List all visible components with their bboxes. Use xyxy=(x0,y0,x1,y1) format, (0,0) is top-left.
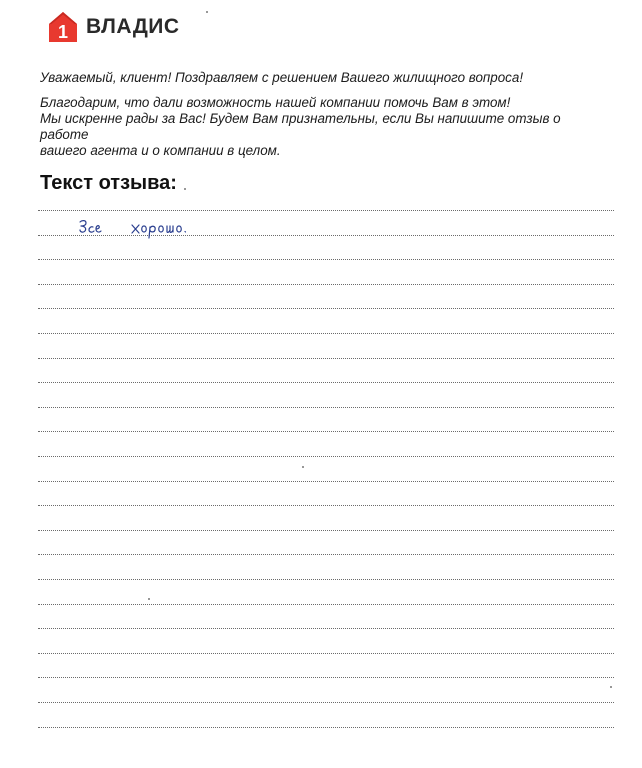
scan-speck xyxy=(610,686,612,688)
scan-speck xyxy=(148,598,150,600)
handwritten-review xyxy=(78,214,208,240)
intro-paragraph xyxy=(40,95,610,159)
writing-line xyxy=(38,259,614,260)
handwriting-signature xyxy=(78,214,208,240)
brand-name: ВЛАДИС xyxy=(86,15,180,38)
writing-line xyxy=(38,505,614,506)
writing-line xyxy=(38,653,614,654)
writing-line xyxy=(38,604,614,605)
writing-line xyxy=(38,308,614,309)
intro-line-2: Мы искренне рады за Вас! Будем Вам признательны, если Вы напишите отзыв о работе xyxy=(40,111,561,142)
writing-line xyxy=(38,210,614,211)
logo-digit: 1 xyxy=(57,22,69,42)
writing-line xyxy=(38,358,614,359)
writing-line xyxy=(38,407,614,408)
writing-line xyxy=(38,579,614,580)
greeting-text: Уважаемый, клиент! Поздравляем с решением Вашего жилищного вопроса! xyxy=(40,70,524,85)
writing-line xyxy=(38,284,614,285)
intro-line-1: Благодарим, что дали возможность нашей компании помочь Вам в этом! xyxy=(40,95,511,110)
writing-line xyxy=(38,481,614,482)
writing-line xyxy=(38,677,614,678)
intro-line-3: вашего агента и о компании в целом. xyxy=(40,143,281,158)
writing-line xyxy=(38,554,614,555)
scan-speck xyxy=(302,466,304,468)
writing-line xyxy=(38,702,614,703)
company-logo xyxy=(48,10,180,44)
scan-speck xyxy=(206,11,208,13)
writing-line xyxy=(38,727,614,728)
writing-line xyxy=(38,456,614,457)
writing-line xyxy=(38,530,614,531)
writing-line xyxy=(38,382,614,383)
writing-line xyxy=(38,333,614,334)
scan-speck xyxy=(184,188,186,190)
writing-line xyxy=(38,628,614,629)
review-lines xyxy=(38,210,614,750)
house-logo-icon xyxy=(48,11,78,43)
review-heading: Текст отзыва: xyxy=(40,172,177,194)
writing-line xyxy=(38,431,614,432)
